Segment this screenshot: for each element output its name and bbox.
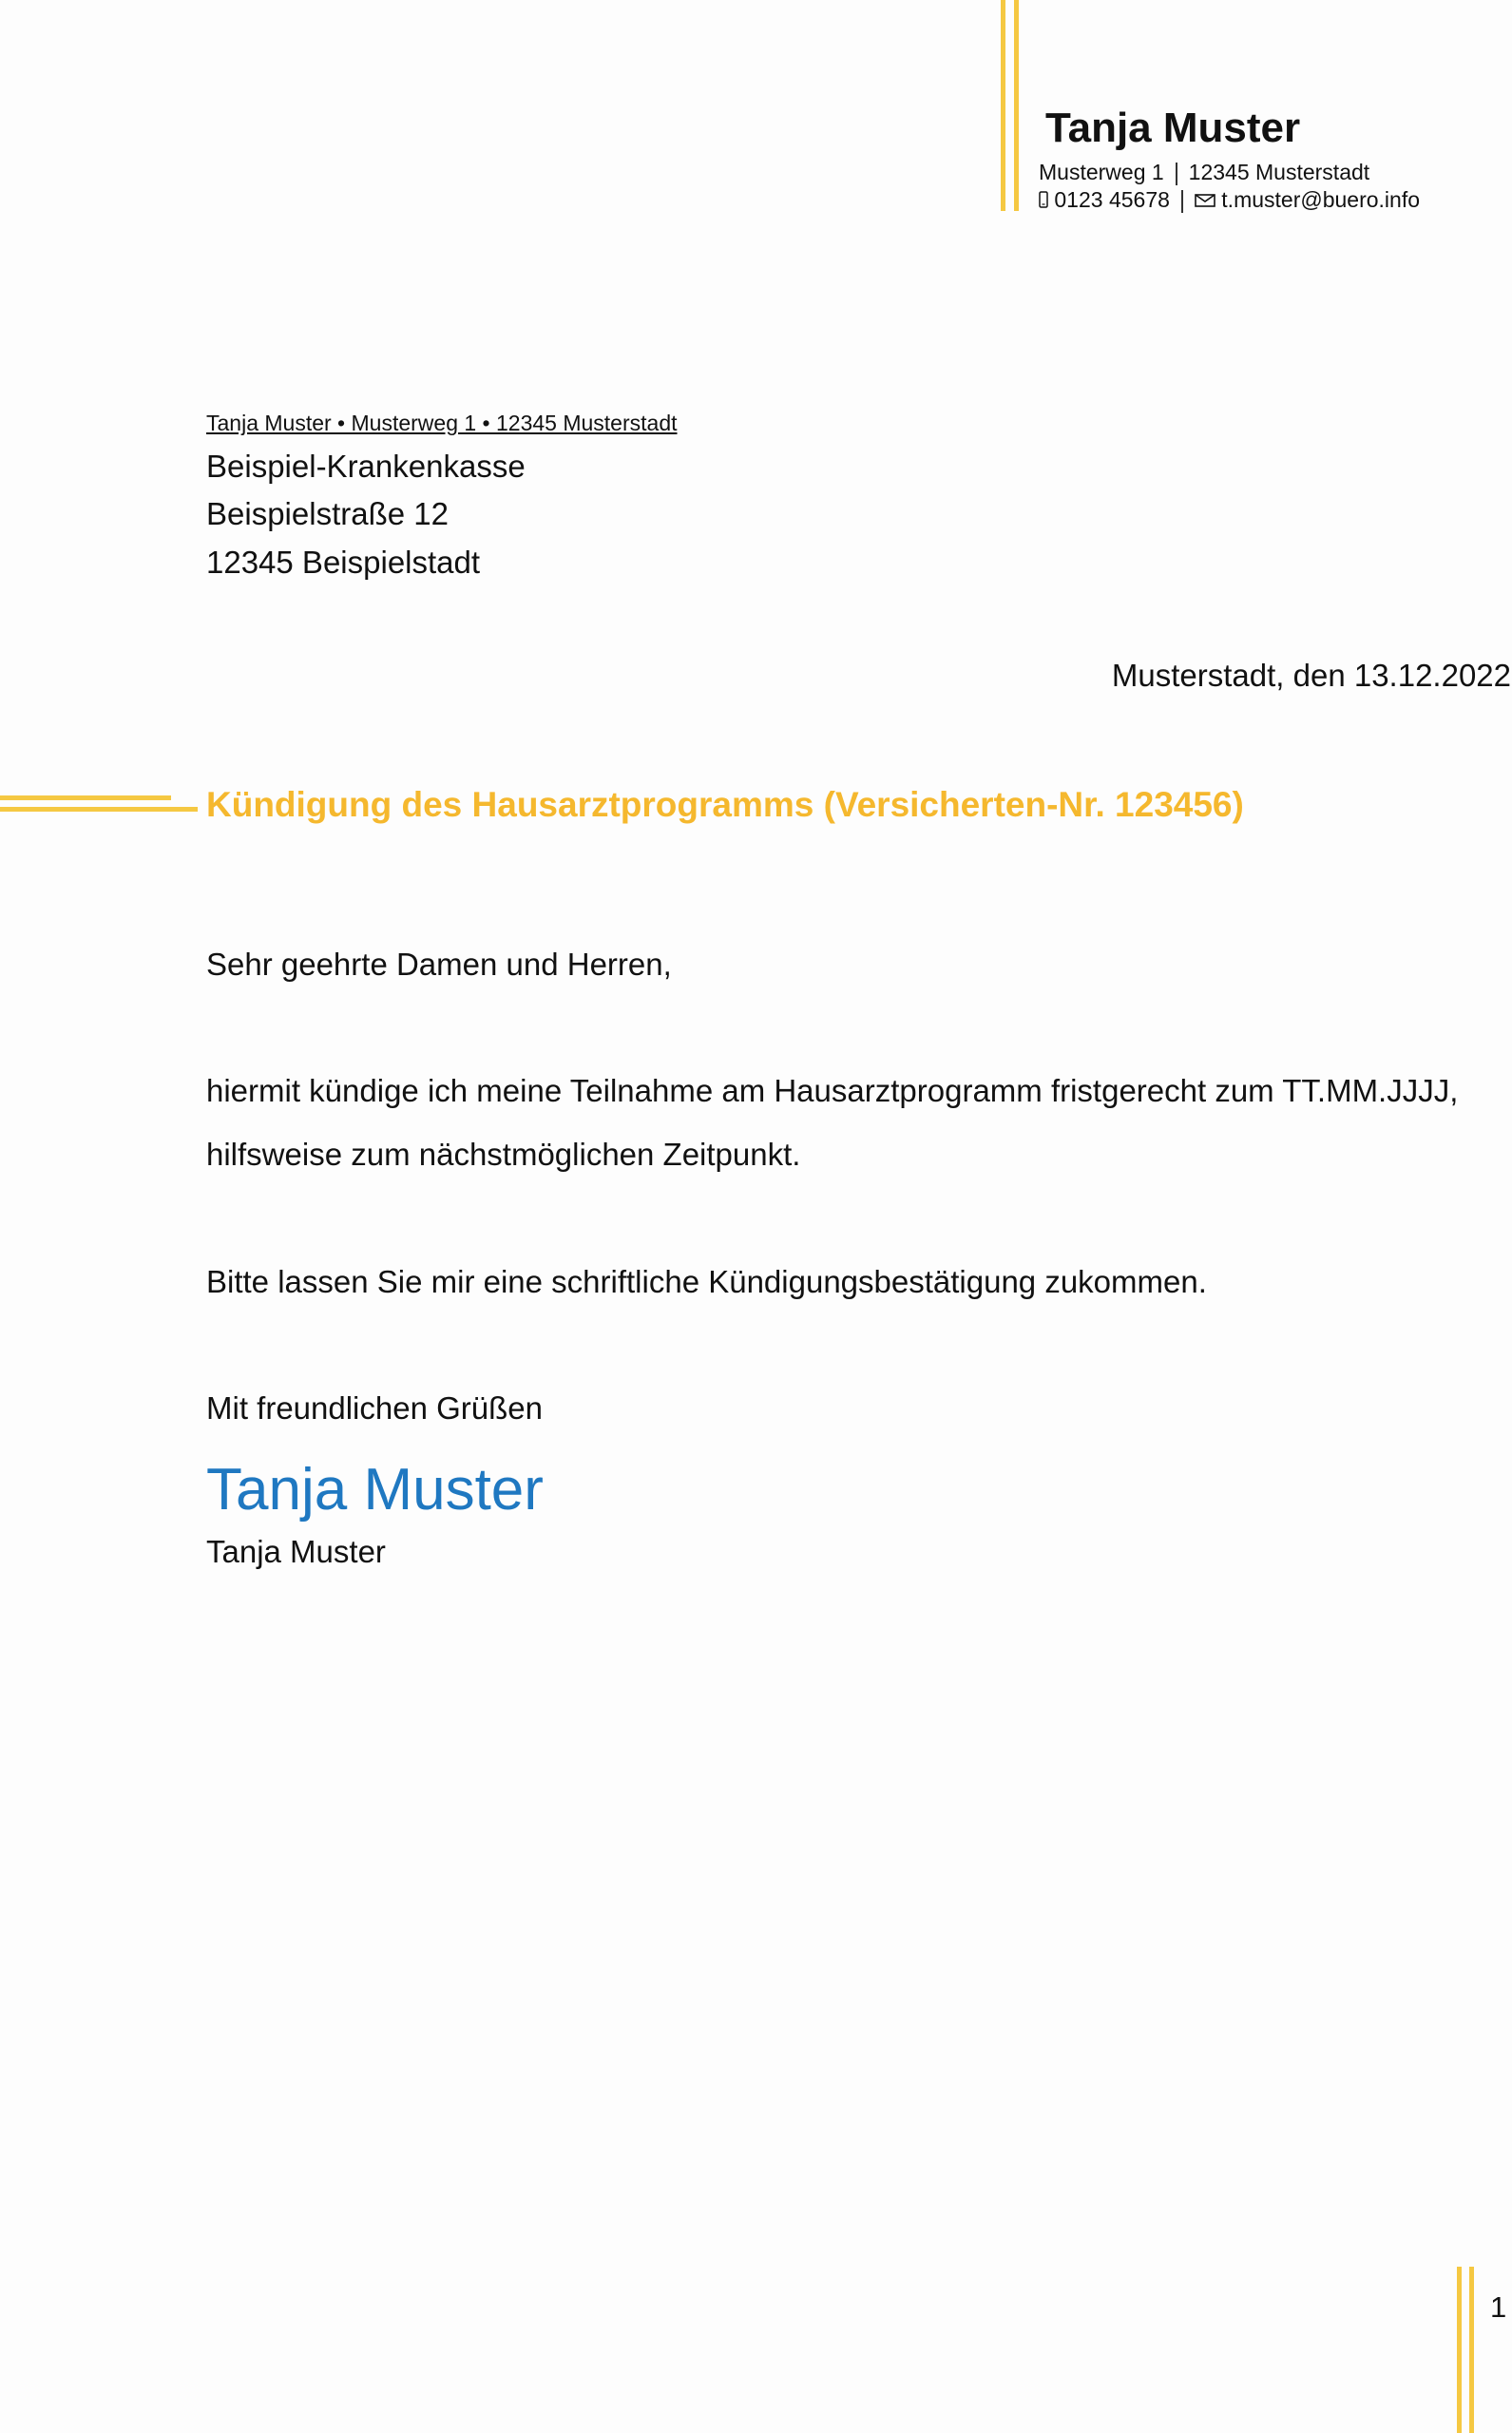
header-street: Musterweg 1: [1039, 160, 1164, 184]
header-accent-bar-1: [1001, 0, 1005, 211]
sender-return-address: Tanja Muster • Musterweg 1 • 12345 Musterstadt: [206, 411, 678, 435]
subject-accent-bar-1: [0, 795, 171, 800]
header-separator: [1181, 190, 1183, 213]
closing: Mit freundlichen Grüßen: [206, 1390, 543, 1426]
header-accent-bar-2: [1014, 0, 1019, 211]
salutation: Sehr geehrte Damen und Herren,: [206, 947, 672, 982]
date-line: Musterstadt, den 13.12.2022: [1111, 658, 1511, 693]
footer-accent-bar-2: [1469, 2267, 1474, 2433]
subject-accent-bar-2: [0, 807, 198, 812]
header-separator: [1176, 163, 1177, 185]
header-email[interactable]: t.muster@buero.info: [1221, 187, 1421, 212]
recipient-street: Beispielstraße 12: [206, 496, 449, 531]
subject-line: Kündigung des Hausarztprogramms (Versicherten-Nr. 123456): [206, 785, 1244, 824]
phone-icon: [1039, 188, 1048, 214]
footer-accent-bar-1: [1457, 2267, 1462, 2433]
header-contact: [1039, 187, 1420, 214]
recipient-city: 12345 Beispielstadt: [206, 545, 481, 580]
signature: Tanja Muster: [206, 1457, 544, 1523]
paragraph-2: Bitte lassen Sie mir eine schriftliche Kündigungsbestätigung zukommen.: [206, 1264, 1207, 1299]
paragraph-1-line-1: hiermit kündige ich meine Teilnahme am Hausarztprogramm fristgerecht zum TT.MM.JJJJ,: [206, 1073, 1459, 1108]
page-number: 1: [1490, 2290, 1507, 2324]
header-city: 12345 Musterstadt: [1188, 160, 1370, 184]
paragraph-1-line-2: hilfsweise zum nächstmöglichen Zeitpunkt.: [206, 1137, 801, 1172]
header-name: Tanja Muster: [1045, 105, 1301, 151]
header-address: [1039, 160, 1369, 185]
recipient-company: Beispiel-Krankenkasse: [206, 449, 526, 484]
signature-printed-name: Tanja Muster: [206, 1534, 386, 1569]
envelope-icon: [1195, 188, 1215, 214]
header-phone: 0123 45678: [1054, 187, 1170, 212]
